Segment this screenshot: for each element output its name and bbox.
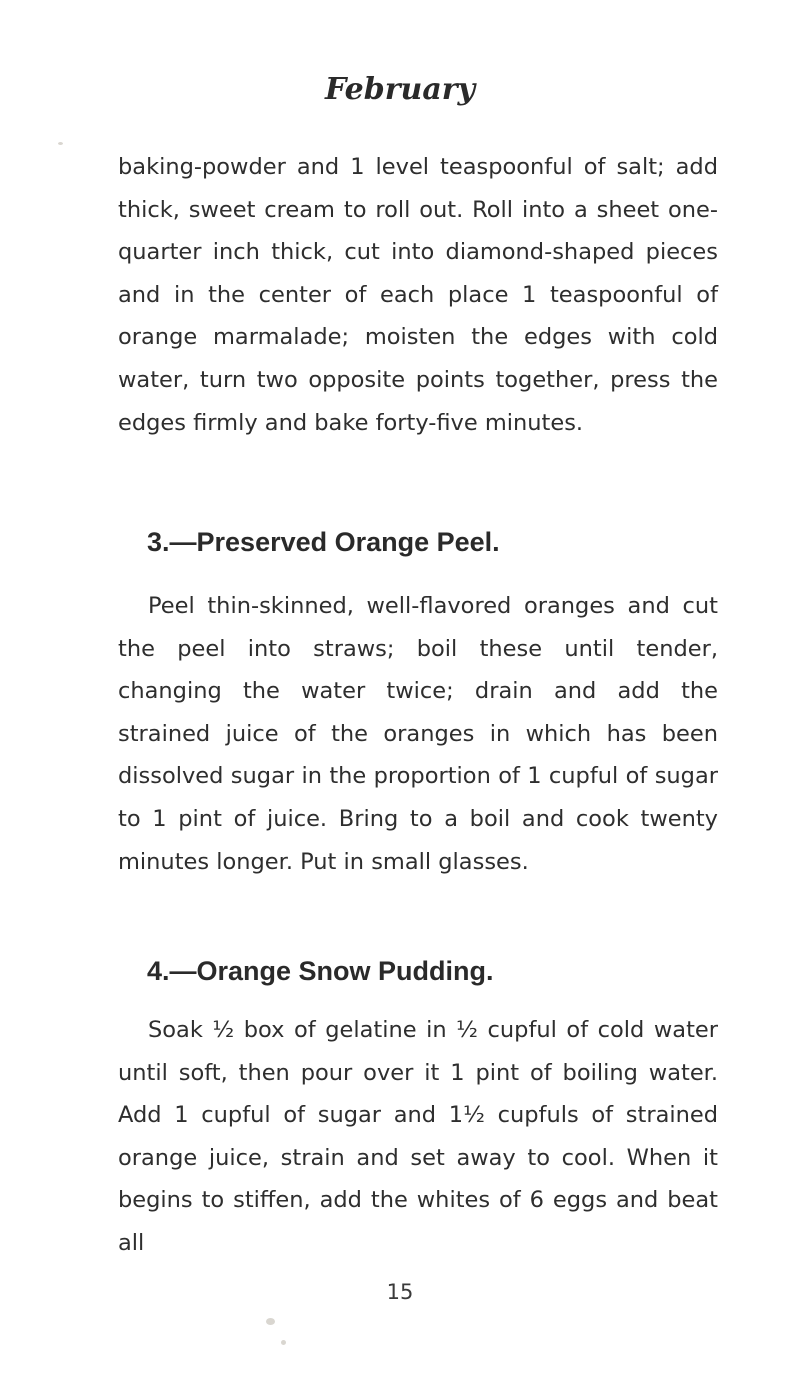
paper-speck bbox=[266, 1318, 275, 1325]
continued-paragraph: baking-powder and 1 level teaspoonful of salt; add thick, sweet cream to roll out. Roll into a sheet one-quarter inch thick, cut into diamond-shaped pieces and in the center of each place 1 teaspoonful of orange marmalade; moisten the edges with cold water, turn two opposite points together, press the edges firmly and bake forty-five minutes. bbox=[118, 154, 718, 436]
page-number: 15 bbox=[386, 1280, 414, 1304]
recipe-3-text: Peel thin-skinned, well-flavored oranges and cut the peel into straws; boil these until tender, changing the water twice; drain and add the strained juice of the oranges in which has been dissolved sugar in the proportion of 1 cupful of sugar to 1 pint of juice. Bring to a boil and cook twenty minutes longer. Put in small glasses. bbox=[118, 593, 718, 875]
running-head: February bbox=[324, 72, 475, 107]
recipe-4-heading: 4.—Orange Snow Pudding. bbox=[147, 956, 494, 986]
recipe-3-heading: 3.—Preserved Orange Peel. bbox=[147, 527, 500, 557]
recipe-4-text: Soak ½ box of gelatine in ½ cupful of cold water until soft, then pour over it 1 pint of boiling water. Add 1 cupful of sugar and 1½ cupfuls of strained orange juice, strain and set away to cool. When it begins to stiffen, add the whites of 6 eggs and beat all bbox=[118, 1017, 718, 1256]
paper-speck bbox=[281, 1340, 286, 1345]
paper-speck bbox=[58, 142, 63, 145]
